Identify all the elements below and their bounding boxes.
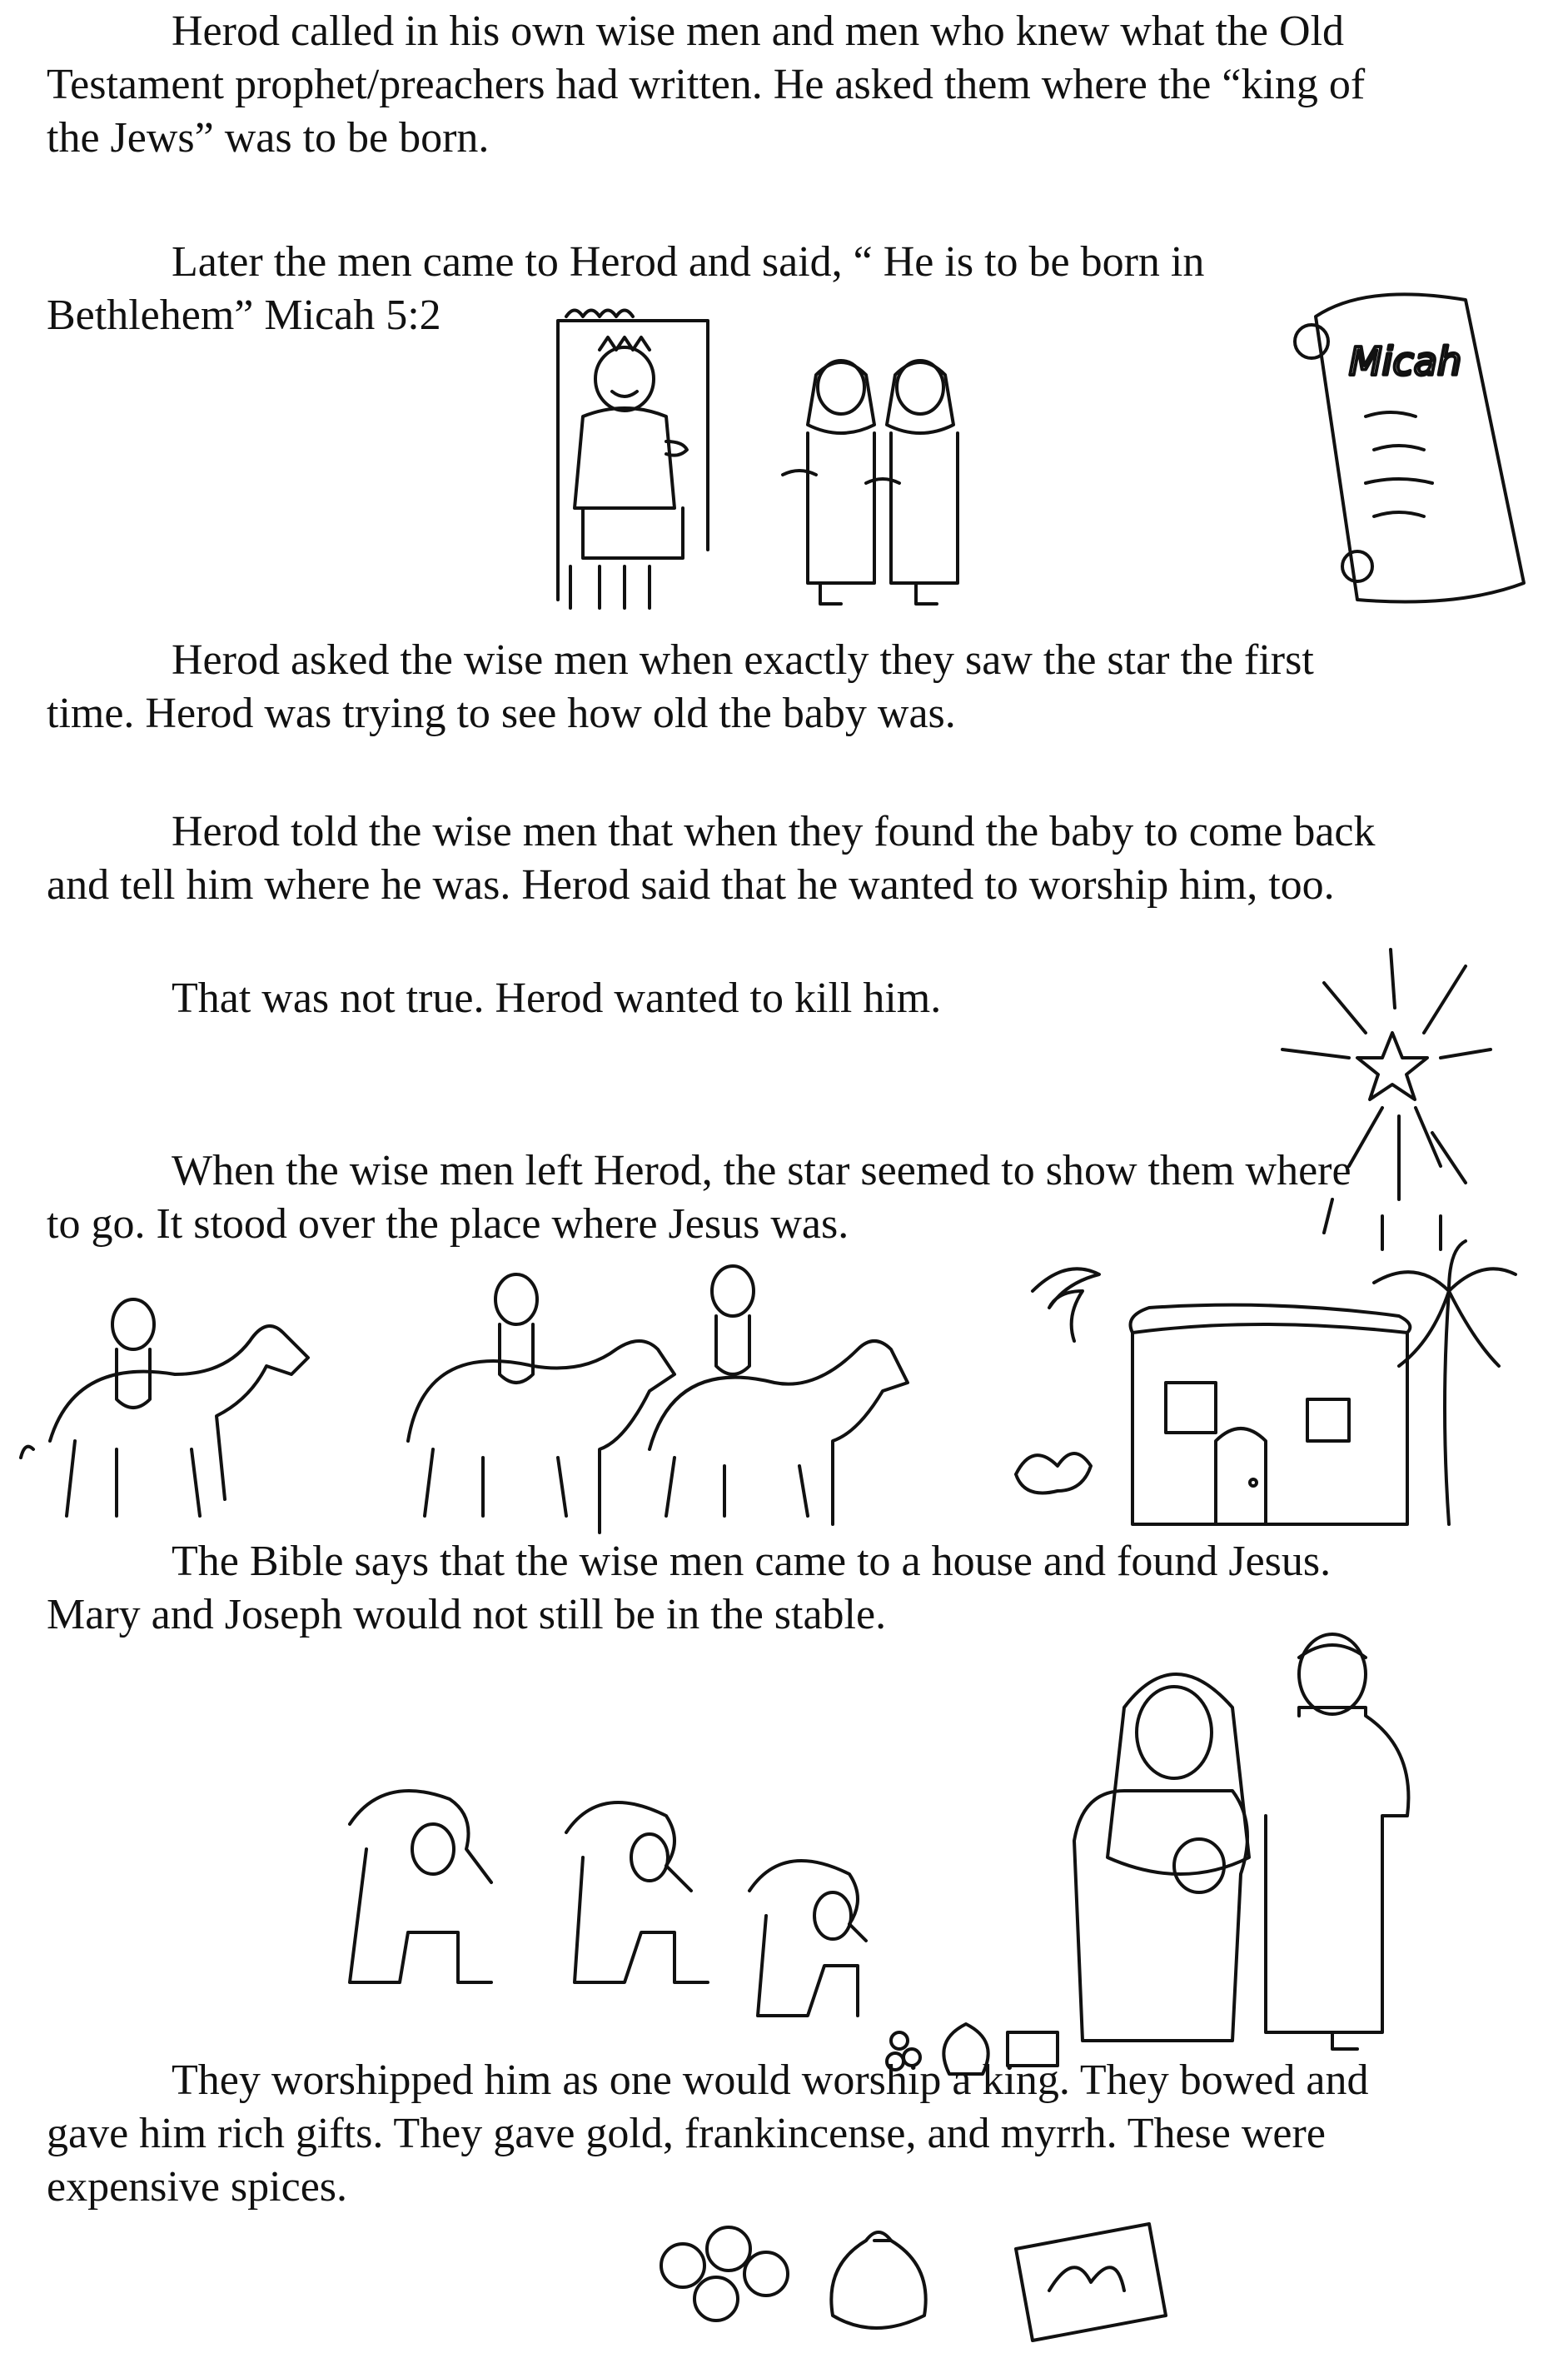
herod-on-throne-illustration: [533, 300, 733, 616]
text-line: and tell him where he was. Herod said that he wanted to worship him, too.: [47, 861, 1335, 909]
text-line: expensive spices.: [47, 2163, 348, 2211]
scroll-label: Micah: [1349, 339, 1462, 384]
micah-scroll-illustration: [1266, 283, 1549, 616]
paragraph-herod-told: [47, 805, 1376, 912]
text-line: The Bible says that the wise men came to a house and found Jesus.: [172, 1538, 1332, 1585]
paragraph-herod-asked: [47, 634, 1314, 740]
wise-men-on-camels-illustration: [17, 1258, 933, 1533]
holy-family-illustration: [1058, 1608, 1441, 2057]
text-line: That was not true. Herod wanted to kill him.: [172, 975, 942, 1022]
text-line: the Jews” was to be born.: [47, 114, 490, 162]
wise-men-standing-illustration: [774, 350, 991, 616]
text-line: Herod called in his own wise men and men who knew what the Old: [172, 7, 1345, 55]
text-line: time. Herod was trying to see how old the baby was.: [47, 690, 956, 737]
text-line: Testament prophet/preachers had written. He asked them where the “king of: [47, 61, 1366, 108]
paragraph-herod-called: [47, 5, 1365, 165]
gifts-gold-frankincense-myrrh-illustration: [658, 2207, 1174, 2349]
text-line: Herod told the wise men that when they found the baby to come back: [172, 808, 1376, 855]
paragraph-worshipped: [47, 2054, 1368, 2214]
text-line: Later the men came to Herod and said, “ He is to be born in: [172, 238, 1205, 286]
paragraph-not-true: [47, 972, 941, 1025]
bowing-wise-men-illustration: [316, 1741, 966, 2041]
paragraph-star-show: [47, 1144, 1351, 1251]
text-line: When the wise men left Herod, the star seemed to show them where: [172, 1147, 1351, 1194]
text-line: gave him rich gifts. They gave gold, frankincense, and myrrh. These were: [47, 2110, 1326, 2157]
house-and-palm-illustration: [983, 1241, 1524, 1541]
text-line: Mary and Joseph would not still be in the stable.: [47, 1591, 887, 1638]
text-line: Herod asked the wise men when exactly they saw the star the first: [172, 636, 1314, 684]
text-line: to go. It stood over the place where Jesus was.: [47, 1200, 849, 1248]
text-line: Bethlehem” Micah 5:2: [47, 292, 441, 339]
text-line: They worshipped him as one would worship a king. They bowed and: [172, 2056, 1369, 2104]
